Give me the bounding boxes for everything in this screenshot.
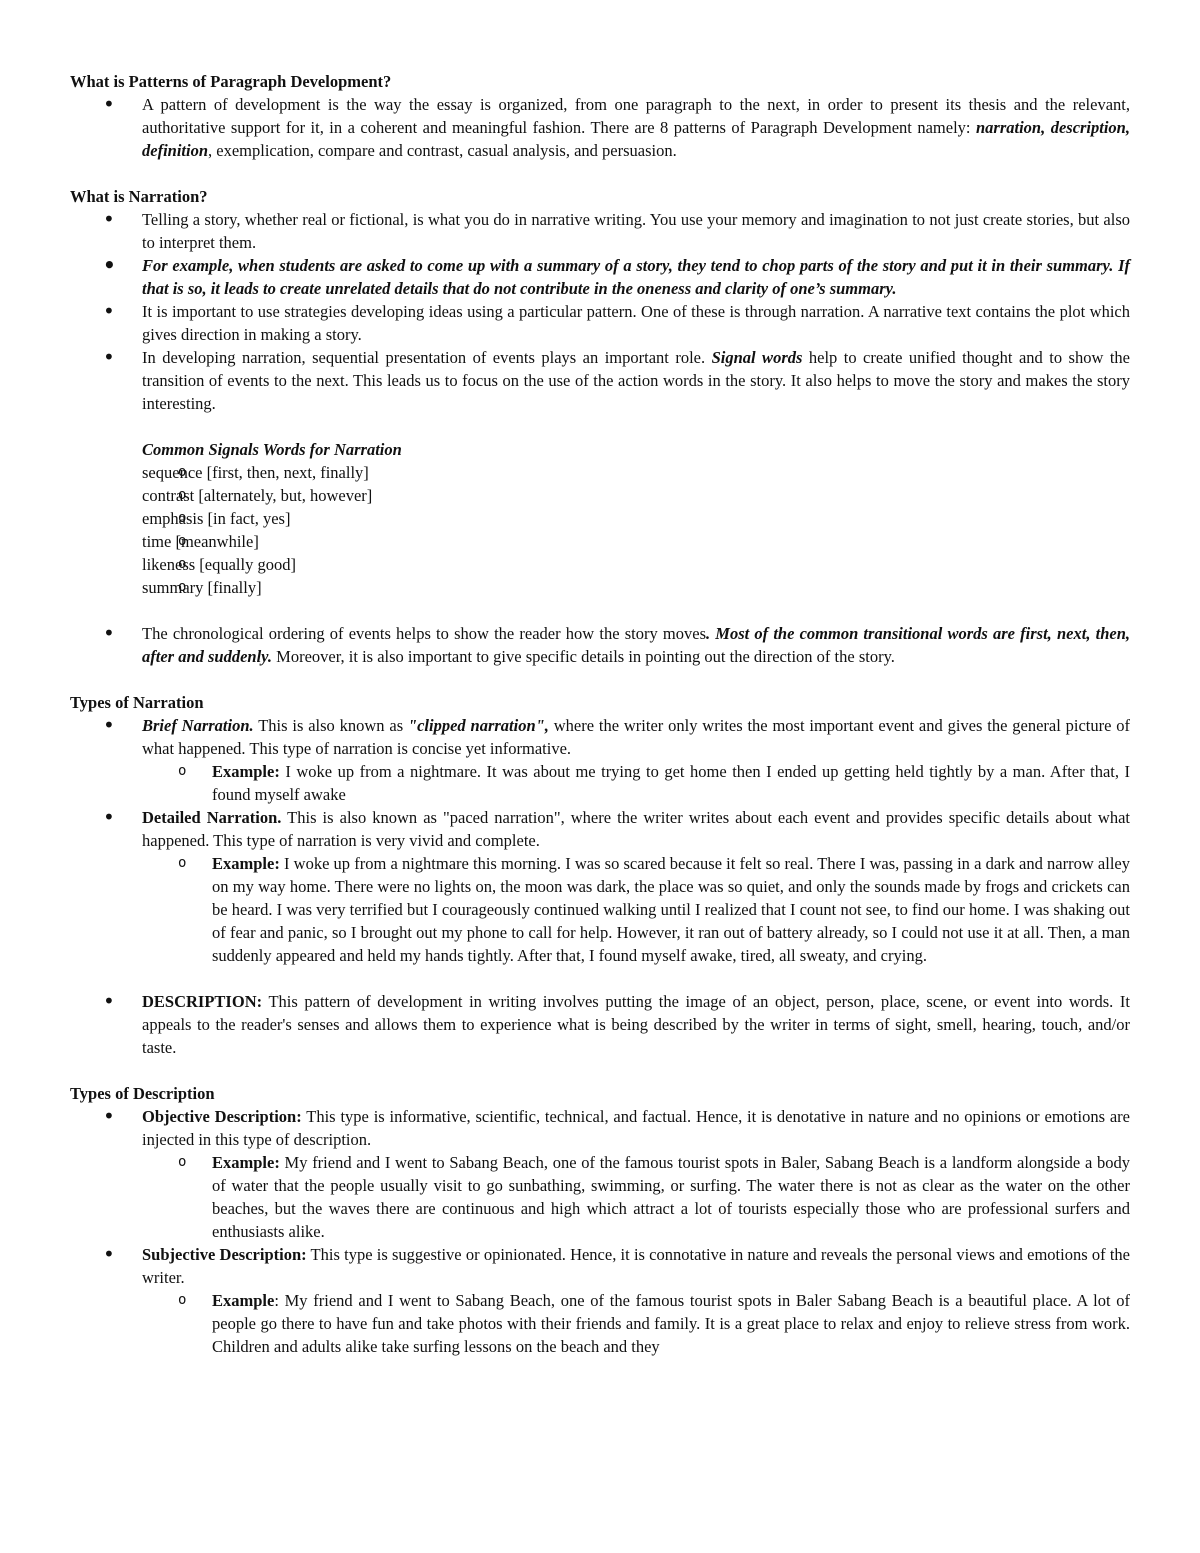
- term: DESCRIPTION:: [142, 992, 263, 1011]
- description-list: [70, 990, 1130, 1059]
- term: Brief Narration.: [142, 716, 254, 735]
- text-emphasis: narration, description, definition: [142, 118, 1130, 160]
- example-list: [142, 1289, 1130, 1358]
- signal-item: sequence [first, then, next, finally]: [142, 463, 369, 482]
- example-item: [142, 760, 1130, 806]
- list-item: [70, 806, 1130, 967]
- list-item: [70, 1105, 1130, 1243]
- term: Objective Description:: [142, 1107, 302, 1126]
- section-heading-types-narration: Types of Narration: [70, 693, 204, 712]
- text: where the writer only writes the most important event and gives the general picture of what happened. This type of narration is concise yet informative.: [142, 716, 1131, 758]
- text: This is also known as: [253, 716, 408, 735]
- text: This type is informative, scientific, technical, and factual. Hence, it is denotative in nature and no opinions or emotions are injected in this type of description.: [142, 1107, 1130, 1149]
- example-label: Example:: [212, 762, 280, 781]
- list-item: • Telling a story, whether real or fictional, is what you do in narrative writing. You use your memory and imagination to not just create stories, but also to interpret them.: [70, 208, 1130, 254]
- section-heading-narration: What is Narration?: [70, 187, 208, 206]
- narration-list-2: [70, 622, 1130, 668]
- text: Moreover, it is also important to give specific details in pointing out the direction of the story.: [272, 647, 895, 666]
- signal-item: summary [finally]: [142, 578, 262, 597]
- list-item: • For example, when students are asked to come up with a summary of a story, they tend to chop parts of the story and put it in their summary. If that is so, it leads to create unrelated details that do not contribute in the oneness and clarity of one’s summary.: [70, 254, 1130, 300]
- example-item: [142, 1289, 1130, 1358]
- text-emphasis: . Most of the common transitional words are first, next, then, after and suddenly.: [142, 624, 1131, 666]
- example-item: [142, 1151, 1130, 1243]
- section-heading-types-description: Types of Description: [70, 1084, 215, 1103]
- list-item: [142, 461, 1130, 484]
- term: Subjective Description:: [142, 1245, 307, 1264]
- text: In developing narration, sequential presentation of events plays an important role.: [142, 348, 712, 367]
- example-list: [142, 760, 1130, 806]
- text: help to create unified thought and to show the transition of events to the next. This leads us to focus on the use of the action words in the story. It also helps to move the story and makes the story interesting.: [142, 348, 1130, 413]
- list-item: [70, 346, 1130, 415]
- signal-item: contrast [alternately, but, however]: [142, 486, 373, 505]
- example-item: [142, 852, 1130, 967]
- list-item: [70, 1243, 1130, 1358]
- list-item: • It is important to use strategies developing ideas using a particular pattern. One of these is through narration. A narrative text contains the plot which gives direction in making a story.: [70, 300, 1130, 346]
- text: This type is suggestive or opinionated. Hence, it is connotative in nature and reveals the personal views and emotions of the writer.: [142, 1245, 1130, 1287]
- text-emphasis: "clipped narration",: [407, 716, 549, 735]
- signal-item: likeness [equally good]: [142, 555, 296, 574]
- example-list: [142, 1151, 1130, 1243]
- narration-list: [70, 208, 1130, 415]
- signal-words-list: [142, 461, 1130, 599]
- term: Detailed Narration.: [142, 808, 282, 827]
- text: , exemplication, compare and contrast, casual analysis, and persuasion.: [208, 141, 677, 160]
- example-label: Example:: [212, 1153, 280, 1172]
- list-item: [142, 576, 1130, 599]
- patterns-list: [70, 93, 1130, 162]
- text: This is also known as "paced narration", where the writer writes about each event and provides specific details about what happened. This type of narration is very vivid and complete.: [142, 808, 1130, 850]
- list-item: [142, 553, 1130, 576]
- text: My friend and I went to Sabang Beach, one of the famous tourist spots in Baler, Sabang Beach is a landform alongside a body of water that the people usually visit to go sunbathing, swimming, or surfing. The water there is not as clear as the water on the other beaches, but the waves there are continuous and high which attract a lot of tourists especially those who are professional surfers and enthusiasts alike.: [212, 1153, 1130, 1241]
- signal-item: emphasis [in fact, yes]: [142, 509, 291, 528]
- text-emphasis: Signal words: [711, 348, 803, 367]
- list-item: [70, 990, 1130, 1059]
- list-item: [70, 622, 1130, 668]
- list-item: [142, 507, 1130, 530]
- list-item: [142, 530, 1130, 553]
- example-label: Example:: [212, 854, 280, 873]
- text: : My friend and I went to Sabang Beach, one of the famous tourist spots in Baler Sabang Beach is a beautiful place. A lot of people go there to have fun and take photos with their friends and family. It is a great place to relax and enjoy to relieve stress from work. Children and adults alike take surfing lessons on the beach and they: [212, 1291, 1130, 1356]
- signal-words-title: Common Signals Words for Narration: [142, 440, 402, 459]
- section-heading-patterns: What is Patterns of Paragraph Development?: [70, 72, 392, 91]
- document-content: [70, 70, 1130, 1358]
- text: I woke up from a nightmare. It was about me trying to get home then I ended up getting held tightly by a man. After that, I found myself awake: [212, 762, 1130, 804]
- text: The chronological ordering of events helps to show the reader how the story moves: [142, 624, 706, 643]
- text: This pattern of development in writing involves putting the image of an object, person, place, scene, or event into words. It appeals to the reader's senses and allows them to experience what is being described by the writer in terms of sight, smell, hearing, touch, and/or taste.: [142, 992, 1130, 1057]
- text: I woke up from a nightmare this morning. I was so scared because it felt so real. There I was, passing in a dark and narrow alley on my way home. There were no lights on, the moon was dark, the place was so quiet, and only the sounds made by frogs and crickets can be heard. I was very terrified but I courageously continued walking until I realized that I count not see, to find our home. I was shaking out of fear and panic, so I brought out my phone to call for help. However, it ran out of battery already, so I could not use it at all. Then, a man suddenly appeared and held my hands tightly. After that, I found myself awake, tired, all sweaty, and crying.: [212, 854, 1130, 965]
- list-item: [142, 484, 1130, 507]
- signal-item: time [meanwhile]: [142, 532, 259, 551]
- text: A pattern of development is the way the essay is organized, from one paragraph to the next, in order to present its thesis and the relevant, authoritative support for it, in a coherent and meaningful fashion. There are 8 patterns of Paragraph Development namely:: [142, 95, 1130, 137]
- list-item: [70, 714, 1130, 806]
- list-item: [70, 93, 1130, 162]
- example-list: [142, 852, 1130, 967]
- types-description-list: [70, 1105, 1130, 1358]
- types-narration-list: [70, 714, 1130, 967]
- example-label: Example: [212, 1291, 275, 1310]
